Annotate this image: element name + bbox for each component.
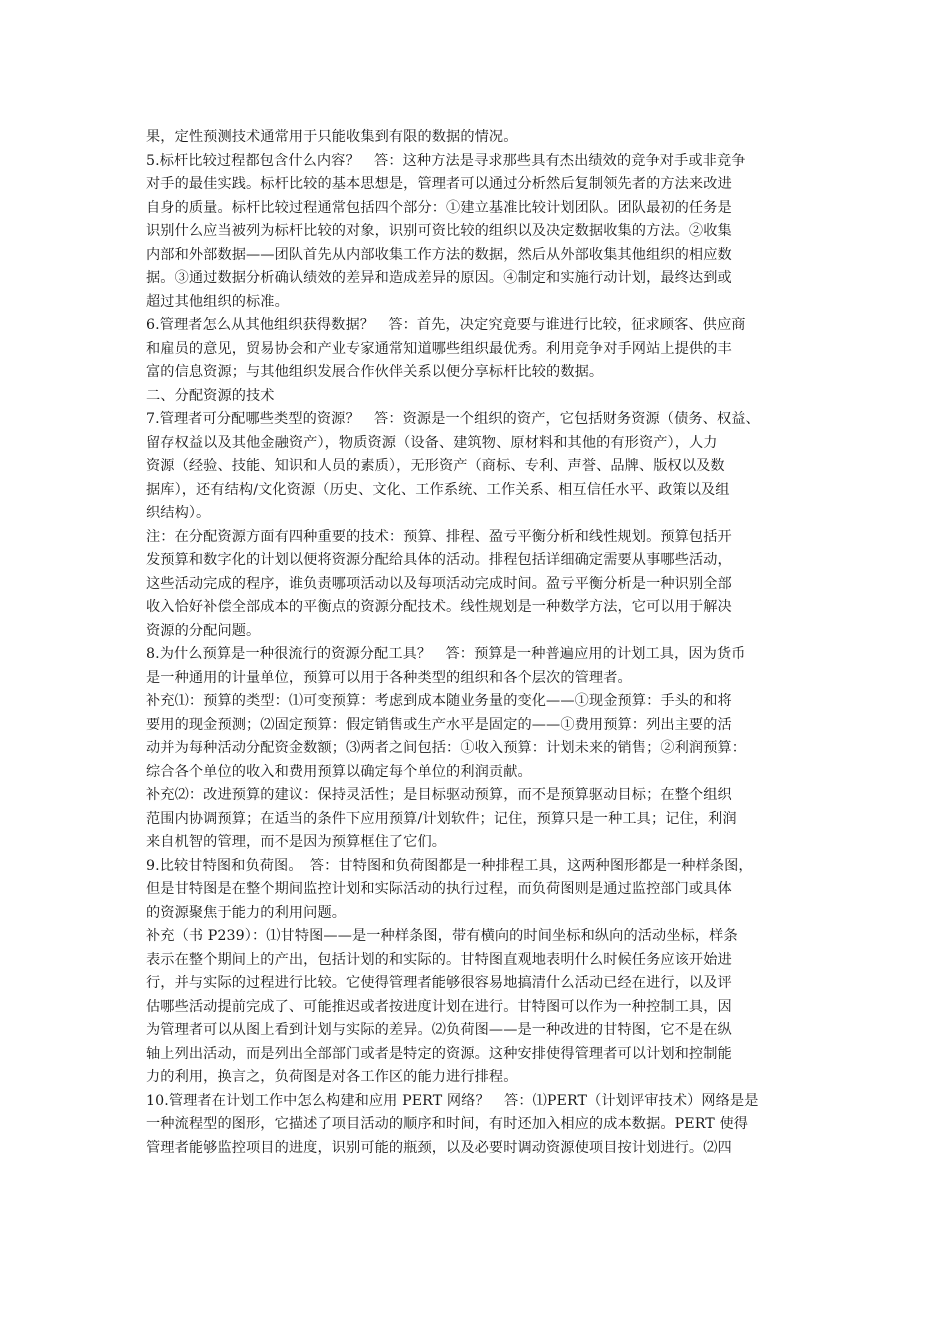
text-line: 补充⑵：改进预算的建议：保持灵活性；是目标驱动预算，而不是预算驱动目标；在整个组织	[146, 787, 732, 803]
text-line: 自身的质量。标杆比较过程通常包括四个部分：①建立基准比较计划团队。团队最初的任务是	[146, 199, 732, 216]
text-line: 综合各个单位的收入和费用预算以确定每个单位的利润贡献。	[146, 763, 532, 780]
text-line: 行，并与实际的过程进行比较。它使得管理者能够很容易地搞清什么活动已经在进行，以及评	[146, 975, 732, 991]
document-page	[146, 126, 828, 1160]
text-line: 补充（书 P239）：⑴甘特图——是一种样条图，带有横向的时间坐标和纵向的活动坐标，样条	[146, 928, 738, 944]
text-line: 10.管理者在计划工作中怎么构建和应用 PERT 网络？ 答：⑴PERT（计划评审技术）网络是是	[146, 1092, 759, 1109]
text-line: 一种流程型的图形，它描述了项目活动的顺序和时间，有时还加入相应的成本数据。PERT 使得	[146, 1116, 749, 1132]
text-line: 8.为什么预算是一种很流行的资源分配工具？ 答：预算是一种普遍应用的计划工具，因为货币	[146, 646, 746, 662]
text-line: 织结构）。	[146, 505, 211, 521]
text-line: 对手的最佳实践。标杆比较的基本思想是，管理者可以通过分析然后复制领先者的方法来改进	[146, 176, 732, 192]
text-line: 是一种通用的计量单位，预算可以用于各种类型的组织和各个层次的管理者。	[146, 669, 632, 686]
text-line: 资源的分配问题。	[146, 622, 261, 639]
text-line: 发预算和数字化的计划以便将资源分配给具体的活动。排程包括详细确定需要从事哪些活动，	[146, 552, 732, 568]
text-line: 收入恰好补偿全部成本的平衡点的资源分配技术。线性规划是一种数学方法，它可以用于解决	[146, 599, 732, 615]
text-line: 要用的现金预测；⑵固定预算：假定销售或生产水平是固定的——①费用预算：列出主要的活	[146, 716, 732, 733]
text-line: 注：在分配资源方面有四种重要的技术：预算、排程、盈亏平衡分析和线性规划。预算包括开	[146, 528, 732, 545]
text-line: 留存权益以及其他金融资产），物质资源（设备、建筑物、原材料和其他的有形资产），人力	[146, 434, 718, 451]
text-line: 动并为每种活动分配资金数额；⑶两者之间包括：①收入预算：计划未来的销售；②利润预算：	[146, 740, 747, 756]
text-line: 据。③通过数据分析确认绩效的差异和造成差异的原因。④制定和实施行动计划，最终达到或	[146, 270, 732, 286]
text-line: 的资源聚焦于能力的利用问题。	[146, 904, 347, 921]
text-line: 资源（经验、技能、知识和人员的素质），无形资产（商标、专利、声誉、品牌、版权以及数	[146, 458, 725, 474]
text-line: 来自机智的管理，而不是因为预算框住了它们。	[146, 834, 447, 850]
text-line: 估哪些活动提前完成了、可能推迟或者按进度计划在进行。甘特图可以作为一种控制工具，因	[146, 998, 732, 1015]
text-line: 轴上列出活动，而是列出全部部门或者是特定的资源。这种安排使得管理者可以计划和控制能	[146, 1045, 732, 1062]
text-line: 据库），还有结构/文化资源（历史、文化、工作系统、工作关系、相互信任水平、政策以及组	[146, 481, 730, 498]
text-line: 超过其他组织的标准。	[146, 293, 289, 310]
text-line: 识别什么应当被列为标杆比较的对象，识别可资比较的组织以及决定数据收集的方法。②收集	[146, 223, 732, 239]
text-line: 7.管理者可分配哪些类型的资源？ 答：资源是一个组织的资产，它包括财务资源（债务、权益、	[146, 411, 760, 427]
text-line: 果，定性预测技术通常用于只能收集到有限的数据的情况。	[146, 129, 518, 145]
text-line: 富的信息资源；与其他组织发展合作伙伴关系以便分享标杆比较的数据。	[146, 364, 604, 380]
text-line: 但是甘特图是在整个期间监控计划和实际活动的执行过程，而负荷图则是通过监控部门或具体	[146, 881, 732, 897]
text-line: 为管理者可以从图上看到计划与实际的差异。⑵负荷图——是一种改进的甘特图，它不是在纵	[146, 1022, 732, 1038]
text-line: 9.比较甘特图和负荷图。 答：甘特图和负荷图都是一种排程工具，这两种图形都是一种样条图，	[146, 857, 753, 874]
text-line: 范围内协调预算；在适当的条件下应用预算/计划软件；记住，预算只是一种工具；记住，利润	[146, 810, 737, 827]
text-line: 和雇员的意见，贸易协会和产业专家通常知道哪些组织最优秀。利用竞争对手网站上提供的丰	[146, 340, 732, 357]
text-line: 6.管理者怎么从其他组织获得数据？ 答：首先，决定究竟要与谁进行比较，征求顾客、供应商	[146, 317, 746, 333]
text-line: 力的利用，换言之，负荷图是对各工作区的能力进行排程。	[146, 1069, 518, 1085]
text-line: 管理者能够监控项目的进度，识别可能的瓶颈，以及必要时调动资源使项目按计划进行。⑵四	[146, 1139, 732, 1156]
text-line: 这些活动完成的程序，谁负责哪项活动以及每项活动完成时间。盈亏平衡分析是一种识别全部	[146, 575, 732, 592]
text-line: 内部和外部数据——团队首先从内部收集工作方法的数据，然后从外部收集其他组织的相应数	[146, 246, 732, 263]
section-heading: 二、分配资源的技术	[146, 387, 275, 404]
text-line: 表示在整个期间上的产出，包括计划的和实际的。甘特图直观地表明什么时候任务应该开始进	[146, 951, 732, 968]
text-line: 补充⑴：预算的类型：⑴可变预算：考虑到成本随业务量的变化——①现金预算：手头的和将	[146, 693, 732, 709]
text-line: 5.标杆比较过程都包含什么内容？ 答：这种方法是寻求那些具有杰出绩效的竞争对手或非竞争	[146, 152, 746, 169]
